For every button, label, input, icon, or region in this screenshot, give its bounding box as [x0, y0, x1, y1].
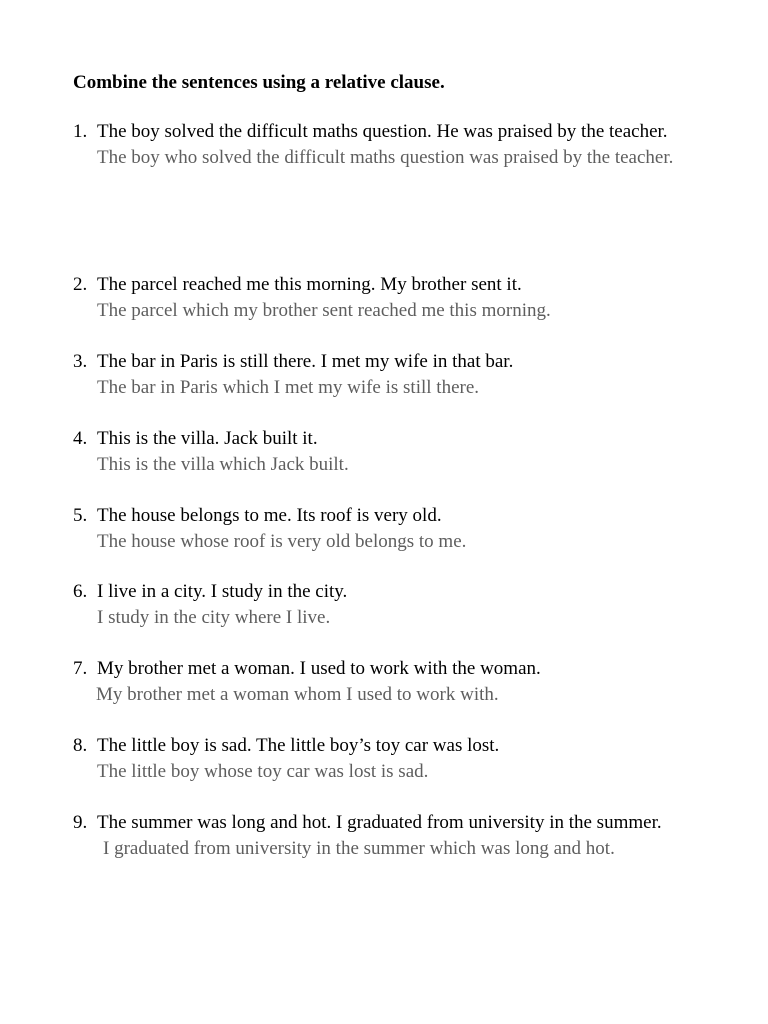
exercise-item-4 — [73, 426, 713, 477]
question — [73, 119, 713, 145]
exercise-item-3 — [73, 349, 713, 400]
worksheet-heading: Combine the sentences using a relative clause. — [73, 72, 445, 93]
exercise-item-1 — [73, 119, 713, 170]
question-text: The bar in Paris is still there. I met my wife in that bar. — [97, 351, 514, 372]
exercise-item-6 — [73, 579, 713, 630]
question-text: The house belongs to me. Its roof is very old. — [97, 505, 442, 526]
item-number: 5. — [73, 505, 88, 526]
question-text: The parcel reached me this morning. My brother sent it. — [97, 274, 522, 295]
answer-text: The parcel which my brother sent reached me this morning. — [97, 299, 551, 321]
answer-text: The little boy whose toy car was lost is sad. — [97, 760, 429, 782]
answer-text: The boy who solved the difficult maths question was praised by the teacher. — [97, 146, 674, 168]
answer-text: The bar in Paris which I met my wife is still there. — [97, 376, 480, 398]
exercise-item-2 — [73, 272, 713, 323]
item-number: 7. — [73, 658, 88, 679]
question — [73, 579, 713, 605]
question — [73, 426, 713, 452]
answer-text: My brother met a woman whom I used to work with. — [96, 683, 499, 705]
question — [73, 656, 713, 682]
question — [73, 503, 713, 529]
item-number: 2. — [73, 274, 88, 295]
question-text: The summer was long and hot. I graduated from university in the summer. — [97, 812, 662, 833]
question-text: The boy solved the difficult maths question. He was praised by the teacher. — [97, 121, 668, 142]
answer-text: I study in the city where I live. — [97, 606, 331, 628]
item-number: 1. — [73, 121, 88, 142]
exercise-item-5 — [73, 503, 713, 554]
question — [73, 272, 713, 298]
item-number: 8. — [73, 735, 88, 756]
question-text: The little boy is sad. The little boy’s toy car was lost. — [97, 735, 500, 756]
question-text: This is the villa. Jack built it. — [97, 428, 318, 449]
exercise-item-9 — [73, 810, 713, 861]
answer-text: This is the villa which Jack built. — [97, 453, 349, 475]
item-number: 4. — [73, 428, 88, 449]
answer-text: The house whose roof is very old belongs to me. — [97, 530, 467, 552]
exercise-item-8 — [73, 733, 713, 784]
exercise-item-7 — [73, 656, 713, 707]
item-number: 9. — [73, 812, 88, 833]
item-number: 6. — [73, 581, 88, 602]
item-number: 3. — [73, 351, 88, 372]
question-text: My brother met a woman. I used to work with the woman. — [97, 658, 541, 679]
question-text: I live in a city. I study in the city. — [97, 581, 348, 602]
question — [73, 349, 713, 375]
answer-text: I graduated from university in the summer which was long and hot. — [103, 837, 615, 859]
question — [73, 810, 713, 836]
question — [73, 733, 713, 759]
